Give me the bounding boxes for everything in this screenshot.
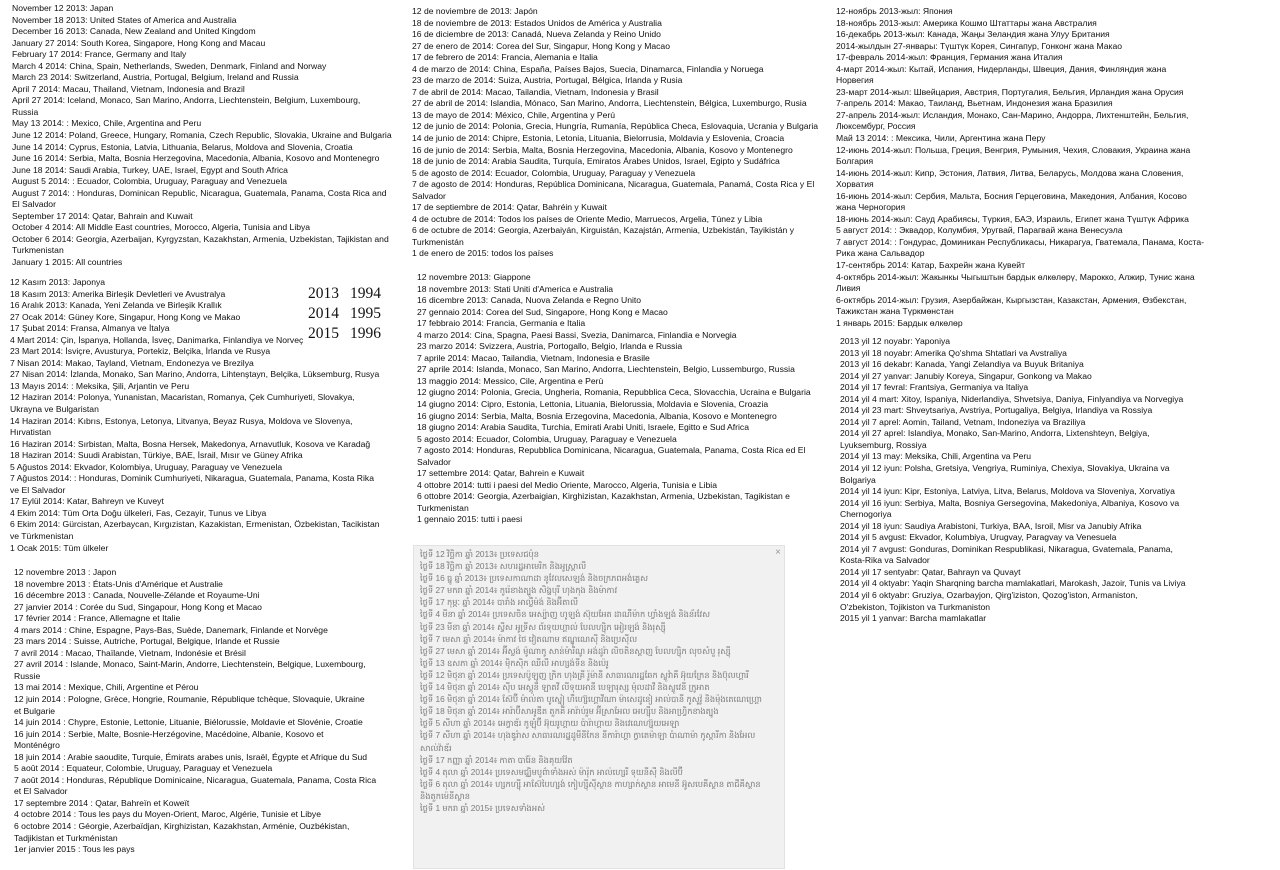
schedule-line: 4 mars 2014 : Chine, Espagne, Pays-Bas, Suède, Danemark, Finlande et Norvège [14, 624, 328, 635]
schedule-line: 1 январь 2015: Бардык өлкөлөр [836, 317, 963, 328]
schedule-line: June 18 2014: Saudi Arabia, Turkey, UAE, Israel, Egypt and South Africa [12, 164, 288, 175]
schedule-line: 18 Kasım 2013: Amerika Birleşik Devletleri ve Avustralya [10, 288, 226, 299]
schedule-line: ថ្ងៃទី 17 កុម្ភៈ ឆ្នាំ 2014៖ បារាំង អាល្លឺម៉ង់ និងអ៊ីតាលី [420, 597, 578, 608]
schedule-line: жана Черногория [836, 202, 906, 213]
schedule-line: 18 giugno 2014: Arabia Saudita, Turchia, Emirati Arabi Uniti, Israele, Egitto e Sud Africa [417, 422, 750, 433]
schedule-line: March 23 2014: Switzerland, Austria, Portugal, Belgium, Ireland and Russia [12, 72, 299, 83]
schedule-line: 14 giugno 2014: Cipro, Estonia, Lettonia, Lituania, Bielorussia, Moldavia e Slovenia, Croazia [417, 399, 769, 410]
schedule-line: 18 novembre 2013 : États-Unis d'Amérique et Australie [14, 578, 223, 589]
schedule-line: 16 giugno 2014: Serbia, Malta, Bosnia Erzegovina, Macedonia, Albania, Kosovo e Montenegro [417, 410, 777, 421]
schedule-line: 7 август 2014: : Гондурас, Доминикан Республикасы, Никарагуа, Гватемала, Панама, Коста- [836, 236, 1204, 247]
schedule-line: 5 de agosto de 2014: Ecuador, Colombia, Uruguay, Paraguay y Venezuela [412, 167, 696, 178]
schedule-line: 12 giugno 2014: Polonia, Grecia, Ungheria, Romania, Repubblica Ceca, Slovacchia, Ucraina e Bulgaria [417, 387, 811, 398]
schedule-line: June 14 2014: Cyprus, Estonia, Latvia, Lithuania, Belarus, Moldova and Slovenia, Croatia [12, 141, 353, 152]
schedule-line: 2014 yil 17 sentyabr: Qatar, Bahrayn va Quvayt [840, 566, 1021, 577]
schedule-line: 27 de enero de 2014: Corea del Sur, Singapur, Hong Kong y Macao [412, 40, 670, 51]
schedule-line: ថ្ងៃទី 12 មិថុនា ឆ្នាំ 2014៖ ប្រទេសប៉ូឡូញ ក្រិក ហុងគ្រី រ៉ូម៉ានី សាធារណរដ្ឋឆែក ស្លូវ៉ាគី អ៊ុយក្រែន និងប៊ុលហ្គារី [420, 669, 749, 680]
schedule-line: Russia [12, 106, 39, 117]
spanish-release-schedule [412, 6, 822, 260]
schedule-line: 12 novembre 2013: Giappone [417, 272, 531, 282]
schedule-line: 18-июнь 2014-жыл: Сауд Арабиясы, Түркия, БАЭ, Израиль, Египет жана Түштүк Африка [836, 213, 1189, 224]
schedule-line: 17 février 2014 : France, Allemagne et Italie [14, 613, 181, 624]
schedule-line: 13 mai 2014 : Mexique, Chili, Argentine et Pérou [14, 682, 199, 693]
close-icon[interactable]: × [775, 547, 781, 558]
year-cell: 2015 [308, 325, 339, 342]
schedule-line: January 27 2014: South Korea, Singapore, Hong Kong and Macau [12, 37, 266, 48]
schedule-line: 12 juin 2014 : Pologne, Grèce, Hongrie, Roumanie, République tchèque, Slovaquie, Ukraine [14, 694, 365, 705]
schedule-line: 2014 yil 16 iyun: Serbiya, Malta, Bosniya Gersegovina, Makedoniya, Albaniya, Kosovo va [840, 497, 1180, 508]
schedule-line: ថ្ងៃទី 12 វិច្ឆិកា ឆ្នាំ 2013៖ ប្រទេសជប៉ុន [420, 549, 540, 559]
schedule-line: June 16 2014: Serbia, Malta, Bosnia Herzegovina, Macedonia, Albania, Kosovo and Montenegro [12, 153, 380, 164]
schedule-line: 2014 yil 7 avgust: Gonduras, Dominikan Respublikasi, Nikaragua, Gvatemala, Panama, [840, 543, 1173, 554]
schedule-line: 17 de septiembre de 2014: Qatar, Bahréin y Kuwait [412, 202, 607, 213]
schedule-line: 18 Haziran 2014: Suudi Arabistan, Türkiye, BAE, İsrail, Mısır ve Güney Afrika [10, 450, 303, 461]
schedule-line: ថ្ងៃទី 7 មេសា ឆ្នាំ 2014៖ ម៉ាកាវ ថៃ វៀតណាម ឥណ្ឌូណេស៊ី និងប្រេស៊ីល [420, 633, 638, 644]
schedule-line: ថ្ងៃទី 13 ឧសភា ឆ្នាំ 2014៖ ម៉ិកស៊ិក ឈីលី អាហ្សង់ទីន និងប៉េរូ [420, 657, 609, 668]
schedule-line: 2013 yil 18 noyabr: Amerika Qo'shma Shtatlari va Avstraliya [840, 347, 1067, 358]
schedule-line: 12-ноябрь 2013-жыл: Япония [836, 6, 953, 16]
schedule-line: 27 de abril de 2014: Islandia, Mónaco, San Marino, Andorra, Liechtenstein, Bélgica, Luxemburgo, Rusia [412, 98, 807, 109]
schedule-line: ថ្ងៃទី 6 តុលា ឆ្នាំ 2014៖ ហ្សកហ្ស៊ី អាស៊ែបៃហ្សង់ កៀហ្ស៊ីស៊ីស្ថាន កាហ្សាក់ស្ថាន អាមេនី អ៊ូសបេគីស្ថាន តាជីគីស្ថាន និងតួកម៉េនីស្ថាន [420, 778, 761, 801]
schedule-line: Salvador [417, 456, 451, 467]
schedule-line: April 27 2014: Iceland, Monaco, San Marino, Andorra, Liechtenstein, Belgium, Luxembourg, [12, 95, 361, 106]
schedule-line: ve Türkmenistan [10, 531, 74, 542]
schedule-line: 13 de mayo de 2014: México, Chile, Argentina y Perú [412, 109, 616, 120]
schedule-line: Bolgariya [840, 474, 876, 485]
schedule-line: 4 marzo 2014: Cina, Spagna, Paesi Bassi, Svezia, Danimarca, Finlandia e Norvegia [417, 329, 737, 340]
schedule-line: ថ្ងៃទី 4 តុលា ឆ្នាំ 2014៖ ប្រទេសមជ្ឈិមបូព៌ាទាំងអស់ ម៉ារ៉ុក អាល់ហ្សេរី ទុយនីស៊ី និងលីប៊ី [420, 766, 683, 777]
schedule-line: 7 Nisan 2014: Makao, Tayland, Vietnam, Endonezya ve Brezilya [10, 357, 254, 368]
schedule-line: Turkmenistan [12, 245, 64, 256]
schedule-line: 7 de abril de 2014: Macao, Tailandia, Vietnam, Indonesia y Brasil [412, 86, 659, 97]
schedule-line: 13 maggio 2014: Messico, Cile, Argentina e Perù [417, 375, 604, 386]
year-cell: 1995 [350, 305, 381, 322]
schedule-line: 1 de enero de 2015: todos los países [412, 248, 554, 259]
schedule-line: October 6 2014: Georgia, Azerbaijan, Kyrgyzstan, Kazakhstan, Armenia, Uzbekistan, Tajikistan and [12, 233, 389, 244]
schedule-line: 16-декабрь 2013-жыл: Канада, Жаңы Зеландия жана Улуу Британия [836, 29, 1110, 40]
schedule-line: 2015 yil 1 yanvar: Barcha mamlakatlar [840, 613, 987, 624]
schedule-line: 1 Ocak 2015: Tüm ülkeler [10, 542, 109, 553]
schedule-line: 14 Haziran 2014: Kıbrıs, Estonya, Letonya, Litvanya, Beyaz Rusya, Moldova ve Slovenya, [10, 415, 353, 426]
schedule-line: 16 Aralık 2013: Kanada, Yeni Zelanda ve Birleşik Krallık [10, 300, 222, 311]
schedule-line: ថ្ងៃទី 23 មីនា ឆ្នាំ 2014៖ ស្វីស អូទ្រីស ព័រទុយហ្គាល់ បែលហ្ស៊ិក អៀរឡង់ និងរុស្ស៊ី [420, 621, 666, 632]
schedule-line: 18 de junio de 2014: Arabia Saudita, Turquía, Emiratos Árabes Unidos, Israel, Egipto y Sudáfrica [412, 156, 780, 167]
schedule-line: 5 août 2014 : Equateur, Colombie, Uruguay, Paraguay et Venezuela [14, 763, 273, 774]
kyrgyz-release-schedule [836, 6, 1206, 329]
schedule-line: Lyuksemburg, Rossiya [840, 439, 927, 450]
schedule-line: August 5 2014: : Ecuador, Colombia, Uruguay, Paraguay and Venezuela [12, 176, 288, 187]
schedule-line: November 18 2013: United States of America and Australia [12, 14, 237, 25]
schedule-line: 4 Mart 2014: Çin, İspanya, Hollanda, İsveç, Danimarka, Finlandiya ve Norveç [10, 334, 304, 345]
schedule-line: 16 décembre 2013 : Canada, Nouvelle-Zélande et Royaume-Uni [14, 590, 260, 601]
schedule-line: 14-июнь 2014-жыл: Кипр, Эстония, Латвия, Литва, Беларусь, Молдова жана Словения, [836, 167, 1184, 178]
schedule-line: 16 juin 2014 : Serbie, Malte, Bosnie-Herzégovine, Macédoine, Albanie, Kosovo et [14, 728, 324, 739]
schedule-line: 5 август 2014: : Эквадор, Колумбия, Уругвай, Парагвай жана Венесуэла [836, 225, 1123, 236]
schedule-line: 2014 yil 23 mart: Shveytsariya, Avstriya, Portugaliya, Belgiya, Irlandiya va Rossiya [840, 405, 1153, 416]
schedule-line: Хорватия [836, 179, 874, 190]
year-cell: 2014 [308, 305, 339, 322]
schedule-line: Рика жана Сальвадор [836, 248, 925, 259]
schedule-line: 2014 yil 17 fevral: Frantsiya, Germaniya va Italiya [840, 382, 1029, 393]
schedule-line: April 7 2014: Macau, Thailand, Vietnam, Indonesia and Brazil [12, 83, 245, 94]
schedule-line: 16 de diciembre de 2013: Canadá, Nueva Zelanda y Reino Unido [412, 29, 661, 40]
schedule-line: 23 de marzo de 2014: Suiza, Austria, Portugal, Bélgica, Irlanda y Rusia [412, 75, 683, 86]
schedule-line: 18 novembre 2013: Stati Uniti d'America e Australia [417, 283, 614, 294]
schedule-line: ថ្ងៃទី 16 មិថុនា ឆ្នាំ 2014៖ ស៊ែប៊ី ម៉ាល់តា បូស្នៀ ហឺហ្ស៊េហ្គោវីណា ម៉ាសេដូនៀ អាល់បានី កូសូវ៉ូ និងម៉ុងតេណេហ្គ្រោ [420, 694, 762, 705]
schedule-line: 17 febbraio 2014: Francia, Germania e Italia [417, 318, 586, 329]
schedule-line: ថ្ងៃទី 4 មីនា ឆ្នាំ 2014៖ ប្រទេសចិន អេស្ប៉ាញ ហូឡង់ ស៊ុយអែត ដាណឺម៉ាក ហ្វាំងឡង់ និងន័រវែស [420, 609, 711, 620]
schedule-line: 2014 yil 5 avgust: Ekvador, Kolumbiya, Urugvay, Paragvay va Venesuela [840, 532, 1117, 543]
schedule-line: ថ្ងៃទី 27 មេសា ឆ្នាំ 2014៖ អ៊ីស្លង់ ម៉ូណាកូ សាន់ម៉ារីណូ អង់ដូរ៉ា លិចតិនស្តាញ បែលហ្ស៊ិក លុចសំបួ រុស្ស៊ី [420, 645, 731, 656]
schedule-line: et El Salvador [14, 786, 68, 797]
year-cell: 1994 [350, 285, 381, 302]
schedule-line: 23 mars 2014 : Suisse, Autriche, Portugal, Belgique, Irlande et Russie [14, 636, 280, 647]
english-release-schedule [12, 3, 392, 269]
schedule-line: 7 de agosto de 2014: Honduras, República Dominicana, Nicaragua, Guatemala, Panamá, Costa Rica y El [412, 179, 815, 190]
schedule-line: 14 de junio de 2014: Chipre, Estonia, Letonia, Lituania, Bielorrusia, Moldavia y Eslovenia, Croacia [412, 133, 785, 144]
schedule-line: 1er janvier 2015 : Tous les pays [14, 844, 135, 855]
schedule-line: 4 de marzo de 2014: China, España, Países Bajos, Suecia, Dinamarca, Finlandia y Noruega [412, 63, 764, 74]
schedule-line: 12-июнь 2014-жыл: Польша, Греция, Венгрия, Румыния, Чехия, Словакия, Украина жана [836, 144, 1191, 155]
schedule-line: 2014 yil 12 iyun: Polsha, Gretsiya, Vengriya, Ruminiya, Chexiya, Slovakiya, Ukraina va [840, 463, 1170, 474]
schedule-line: Люксембург, Россия [836, 121, 916, 132]
schedule-line: 7-апрель 2014: Макао, Таиланд, Вьетнам, Индонезия жана Бразилия [836, 98, 1113, 109]
schedule-line: 2014 yil 27 yanvar: Janubiy Koreya, Singapur, Gonkong va Makao [840, 370, 1092, 381]
schedule-line: 27 janvier 2014 : Corée du Sud, Singapour, Hong Kong et Macao [14, 601, 262, 612]
schedule-line: 4 Ekim 2014: Tüm Orta Doğu ülkeleri, Fas, Cezayir, Tunus ve Libya [10, 507, 267, 518]
year-cell: 2013 [308, 285, 339, 302]
schedule-line: 6 ottobre 2014: Georgia, Azerbaigian, Kirghizistan, Kazakhstan, Armenia, Uzbekistan, Tagikistan e [417, 491, 790, 502]
schedule-line: 27 Ocak 2014: Güney Kore, Singapur, Hong Kong ve Makao [10, 311, 241, 322]
schedule-line: 17 settembre 2014: Qatar, Bahrein e Kuwait [417, 468, 585, 479]
schedule-line: ថ្ងៃទី 16 ធ្នូ ឆ្នាំ 2013៖ ប្រទេសកាណាដា នូវែលសេឡង់ និងចក្រភពអង់គ្លេស [420, 573, 649, 584]
schedule-line: 23 marzo 2014: Svizzera, Austria, Portogallo, Belgio, Irlanda e Russia [417, 341, 683, 352]
schedule-line: ថ្ងៃទី 18 វិច្ឆិកា ឆ្នាំ 2013៖ សហរដ្ឋអាមេរិក និងអូស្ត្រាលី [420, 561, 587, 572]
uzbek-release-schedule [840, 336, 1210, 625]
schedule-line: 2014 yil 14 iyun: Kipr, Estoniya, Latviya, Litva, Belarus, Moldova va Sloveniya, Xorvatiya [840, 486, 1175, 497]
schedule-line: 2014 yil 7 aprel: Aomin, Tailand, Vetnam, Indoneziya va Braziliya [840, 416, 1086, 427]
schedule-line: 12 de noviembre de 2013: Japón [412, 6, 538, 16]
schedule-line: 12 de junio de 2014: Polonia, Grecia, Hungría, Rumanía, República Checa, Eslovaquia, Ucrania y Bulgaria [412, 121, 819, 132]
schedule-line: Ливия [836, 283, 861, 294]
schedule-line: 17 septembre 2014 : Qatar, Bahreïn et Koweït [14, 797, 190, 808]
schedule-line: Ukrayna ve Bulgaristan [10, 404, 99, 415]
schedule-line: 27 avril 2014 : Islande, Monaco, Saint-Marin, Andorre, Liechtenstein, Belgique, Luxembourg, [14, 659, 366, 670]
year-row [308, 284, 392, 304]
schedule-line: 18 juin 2014 : Arabie saoudite, Turquie, Émirats arabes unis, Israël, Égypte et Afrique du Sud [14, 751, 368, 762]
schedule-line: 1 gennaio 2015: tutti i paesi [417, 514, 523, 525]
schedule-line: 2014 yil 4 oktyabr: Yaqin Sharqning barcha mamlakatlari, Marokash, Jazoir, Tunis va Liviya [840, 578, 1186, 589]
italian-release-schedule [417, 272, 827, 526]
schedule-line: ថ្ងៃទី 1 មករា ឆ្នាំ 2015៖ ប្រទេសទាំងអស់ [420, 802, 545, 813]
year-mapping-table [308, 284, 392, 344]
schedule-line: June 12 2014: Poland, Greece, Hungary, Romania, Czech Republic, Slovakia, Ukraine and Bulgaria [12, 130, 392, 141]
schedule-line: 5 Ağustos 2014: Ekvador, Kolombiya, Uruguay, Paraguay ve Venezuela [10, 461, 283, 472]
schedule-line: 4 ottobre 2014: tutti i paesi del Medio Oriente, Marocco, Algeria, Tunisia e Libia [417, 479, 717, 490]
schedule-line: 2014 yil 13 may: Meksika, Chili, Argentina va Peru [840, 451, 1032, 462]
schedule-line: ថ្ងៃទី 7 សីហា ឆ្នាំ 2014៖ ហុងឌូរ៉ាស សាធារណរដ្ឋដូមីនីកែន នីការ៉ាហ្គា ក្វាតេម៉ាឡា ប៉ាណាម៉ា កូស្តារីកា និងអែលសាល់វ៉ាឌ័រ [420, 730, 756, 753]
schedule-line: Болгария [836, 156, 874, 167]
schedule-line: 12 Kasım 2013: Japonya [10, 277, 106, 287]
schedule-line: February 17 2014: France, Germany and Italy [12, 49, 187, 60]
schedule-line: 16 de junio de 2014: Serbia, Malta, Bosnia Herzegovina, Macedonia, Albania, Kosovo y Montenegro [412, 144, 793, 155]
schedule-line: ថ្ងៃទី 14 មិថុនា ឆ្នាំ 2014៖ ស៊ីប អេស្តូនី ឡាតវី លីទុយអានី បេឡារុស្ស ម៉ុលដាវី និងស្លូវេនី ក្រូអាត [420, 682, 710, 693]
khmer-release-schedule [414, 546, 784, 814]
schedule-line: 17 de febrero de 2014: Francia, Alemania e Italia [412, 52, 598, 63]
schedule-line: 16-июнь 2014-жыл: Сербия, Мальта, Босния Герцеговина, Македония, Албания, Косово [836, 190, 1187, 201]
schedule-line: Turkmenistán [412, 236, 464, 247]
schedule-line: Salvador [412, 190, 446, 201]
schedule-line: January 1 2015: All countries [12, 257, 123, 268]
schedule-line: Kosta-Rika va Salvador [840, 555, 930, 566]
schedule-line: 7 Ağustos 2014: : Honduras, Dominik Cumhuriyeti, Nikaragua, Guatemala, Panama, Kosta Rika [10, 473, 374, 484]
schedule-line: ថ្ងៃទី 18 មិថុនា ឆ្នាំ 2014៖ អារ៉ាប៊ីសាអូឌីត តួកគី អារ៉ាប់រួម អ៊ីស្រាអែល អេហ្ស៊ីប និងអាហ្វ្រិកខាងត្បូង [420, 706, 719, 717]
schedule-line: 2014 yil 27 aprel: Islandiya, Monako, San-Marino, Andorra, Lixtenshteyn, Belgiya, [840, 428, 1150, 439]
schedule-line: October 4 2014: All Middle East countries, Morocco, Algeria, Tunisia and Libya [12, 222, 311, 233]
schedule-line: 17 Şubat 2014: Fransa, Almanya ve İtalya [10, 323, 170, 334]
khmer-translation-panel [413, 545, 785, 869]
schedule-line: 27 gennaio 2014: Corea del Sud, Singapore, Hong Kong e Macao [417, 306, 668, 317]
schedule-line: El Salvador [12, 199, 56, 210]
schedule-line: Май 13 2014: : Мексика, Чили, Аргентина жана Перу [836, 133, 1046, 144]
schedule-line: 4 octobre 2014 : Tous les pays du Moyen-Orient, Maroc, Algérie, Tunisie et Libye [14, 809, 321, 820]
schedule-line: November 12 2013: Japan [12, 3, 114, 13]
schedule-line: 6 de octubre de 2014: Georgia, Azerbaiyán, Kirguistán, Kazajstán, Armenia, Uzbekistán, Tayikistán y [412, 225, 795, 236]
schedule-line: 18-ноябрь 2013-жыл: Америка Кошмо Штаттары жана Австралия [836, 17, 1097, 28]
schedule-line: September 17 2014: Qatar, Bahrain and Kuwait [12, 210, 193, 221]
schedule-line: 2013 yil 12 noyabr: Yaponiya [840, 336, 951, 346]
schedule-line: 14 juin 2014 : Chypre, Estonie, Lettonie, Lituanie, Biélorussie, Moldavie et Slovénie, Croatie [14, 717, 363, 728]
schedule-line: Monténégro [14, 740, 60, 751]
schedule-line: O'zbekiston, Tojikiston va Turkmaniston [840, 601, 991, 612]
schedule-line: 23 Mart 2014: İsviçre, Avusturya, Portekiz, Belçika, İrlanda ve Rusya [10, 346, 271, 357]
schedule-line: 2014 yil 18 iyun: Saudiya Arabistoni, Turkiya, BAA, Isroil, Misr va Janubiy Afrika [840, 520, 1142, 531]
schedule-line: ថ្ងៃទី 17 កញ្ញា ឆ្នាំ 2014៖ កាតា បារ៉ែន និងគុយវ៉ែត [420, 754, 573, 765]
year-row [308, 324, 392, 344]
schedule-line: 4-октябрь 2014-жыл: Жакынкы Чыгыштын бардык өлкөлөрү, Марокко, Алжир, Тунис жана [836, 271, 1195, 282]
schedule-line: 5 agosto 2014: Ecuador, Colombia, Uruguay, Paraguay e Venezuela [417, 433, 677, 444]
schedule-line: 2014-жылдын 27-январы: Түштүк Корея, Сингапур, Гонконг жана Макао [836, 40, 1123, 51]
french-release-schedule [14, 567, 394, 856]
schedule-line: Russie [14, 670, 41, 681]
schedule-line: et Bulgarie [14, 705, 56, 716]
schedule-line: 27-апрель 2014-жыл: Исландия, Монако, Сан-Марино, Андорра, Лихтенштейн, Бельгия, [836, 109, 1189, 120]
schedule-line: 17 Eylül 2014: Katar, Bahreyn ve Kuveyt [10, 496, 164, 507]
schedule-line: 6-октябрь 2014-жыл: Грузия, Азербайжан, Кыргызстан, Казакстан, Армения, Өзбекстан, [836, 294, 1187, 305]
schedule-line: 23-март 2014-жыл: Швейцария, Австрия, Португалия, Бельгия, Ирландия жана Орусия [836, 86, 1184, 97]
schedule-line: 17-февраль 2014-жыл: Франция, Германия жана Италия [836, 52, 1063, 63]
schedule-line: Chernogoriya [840, 509, 892, 520]
schedule-line: 7 avril 2014 : Macao, Thaïlande, Vietnam, Indonésie et Brésil [14, 647, 246, 658]
schedule-line: 2014 yil 6 oktyabr: Gruziya, Ozarbayjon, Qirg'iziston, Qozog'iston, Armaniston, [840, 590, 1138, 601]
schedule-line: 18 de noviembre de 2013: Estados Unidos de América y Australia [412, 17, 662, 28]
schedule-line: 2013 yil 16 dekabr: Kanada, Yangi Zelandiya va Buyuk Britaniya [840, 359, 1084, 370]
schedule-line: 12 novembre 2013 : Japon [14, 567, 117, 577]
schedule-line: 4 de octubre de 2014: Todos los países de Oriente Medio, Marruecos, Argelia, Túnez y Libia [412, 213, 763, 224]
year-row [308, 304, 392, 324]
schedule-line: 4-март 2014-жыл: Кытай, Испания, Нидерланды, Швеция, Дания, Финляндия жана Норвегия [836, 63, 1167, 86]
schedule-line: ថ្ងៃទី 5 សីហា ឆ្នាំ 2014៖ អេក្វាឌ័រ កូឡុំប៊ី អ៊ុយរូហ្គាយ ប៉ារ៉ាហ្គាយ និងវេណេហ្ស៊ុយអេឡា [420, 718, 680, 729]
schedule-line: 16 dicembre 2013: Canada, Nuova Zelanda e Regno Unito [417, 295, 642, 306]
schedule-line: ve El Salvador [10, 484, 66, 495]
schedule-line: 7 agosto 2014: Honduras, Repubblica Dominicana, Nicaragua, Guatemala, Panama, Costa Rica ed El [417, 445, 806, 456]
schedule-line: 16 Haziran 2014: Sırbistan, Malta, Bosna Hersek, Makedonya, Arnavutluk, Kosova ve Karadağ [10, 438, 371, 449]
schedule-line: 2014 yil 4 mart: Xitoy, Ispaniya, Niderlandiya, Shvetsiya, Daniya, Finlyandiya va Norvegiya [840, 393, 1184, 404]
schedule-line: Тажикстан жана Түркмөнстан [836, 306, 954, 317]
schedule-line: 7 aprile 2014: Macao, Tailandia, Vietnam, Indonesia e Brasile [417, 352, 650, 363]
year-cell: 1996 [350, 325, 381, 342]
schedule-line: Tadjikistan et Turkménistan [14, 832, 118, 843]
schedule-line: 17-сентябрь 2014: Катар, Бахрейн жана Кувейт [836, 260, 1025, 271]
schedule-line: March 4 2014: China, Spain, Netherlands, Sweden, Denmark, Finland and Norway [12, 60, 327, 71]
schedule-line: August 7 2014: : Honduras, Dominican Republic, Nicaragua, Guatemala, Panama, Costa Rica and [12, 187, 387, 198]
schedule-line: 6 Ekim 2014: Gürcistan, Azerbaycan, Kırgızistan, Kazakistan, Ermenistan, Özbekistan, Tacikistan [10, 519, 380, 530]
schedule-line: ថ្ងៃទី 27 មករា ឆ្នាំ 2014៖ កូរ៉េខាងត្បូង សិង្ហបុរី ហុងកុង និងម៉ាកាវ [420, 585, 618, 596]
schedule-line: May 13 2014: : Mexico, Chile, Argentina and Peru [12, 118, 202, 129]
schedule-line: Hırvatistan [10, 427, 52, 438]
schedule-line: 27 aprile 2014: Islanda, Monaco, San Marino, Andorra, Liechtenstein, Belgio, Lussemburgo, Russia [417, 364, 795, 375]
schedule-line: 27 Nisan 2014: İzlanda, Monako, San Marino, Andorra, Lihtenştayn, Belçika, Lüksemburg, Rusya [10, 369, 380, 380]
schedule-line: 7 août 2014 : Honduras, République Dominicaine, Nicaragua, Guatemala, Panama, Costa Rica [14, 774, 377, 785]
schedule-line: 6 octobre 2014 : Géorgie, Azerbaïdjan, Kirghizistan, Kazakhstan, Arménie, Ouzbékistan, [14, 821, 350, 832]
schedule-line: 12 Haziran 2014: Polonya, Yunanistan, Macaristan, Romanya, Çek Cumhuriyeti, Slovakya, [10, 392, 355, 403]
schedule-line: Turkmenistan [417, 502, 469, 513]
schedule-line: December 16 2013: Canada, New Zealand and United Kingdom [12, 26, 256, 37]
schedule-line: 13 Mayıs 2014: : Meksika, Şili, Arjantin ve Peru [10, 380, 190, 391]
